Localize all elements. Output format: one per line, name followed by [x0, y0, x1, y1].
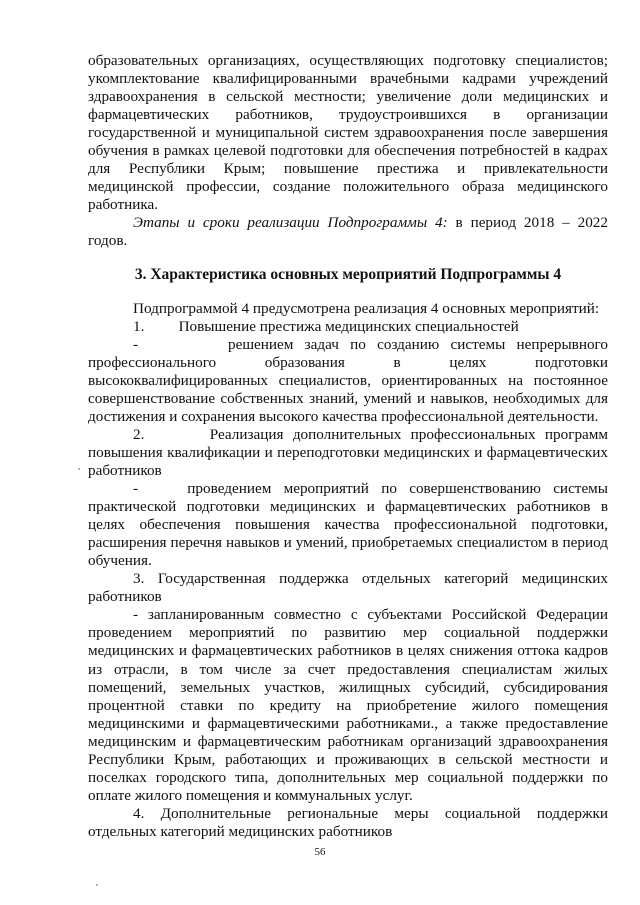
paragraph-stages — [88, 214, 608, 250]
item-3-title: 3. Государственная поддержка отдельных категорий медицинских работников — [88, 570, 608, 606]
item-1-body: - решением задач по созданию системы непрерывного профессионального образования в целях подготовки высококвалифицированных специалистов, ориентированных на постоянное совершенствование собственных знаний, умений и навыков, необходимых для достижения и сохранения высокого качества профессиональной деятельности. — [88, 335, 608, 425]
item-3-body: - запланированным совместно с субъектами Российской Федерации проведением мероприятий по развитию мер социальной поддержки медицинских и фармацевтических работников в целях снижения оттока кадров из отрасли, в том числе за счет предоставления специалистам жилых помещений, земельных участков, жилищных субсидий, субсидирования процентной ставки по кредиту на приобретение жилого помещения медицинскими и фармацевтическими работниками., а также предоставление медицинским и фармацевтическим работникам организаций здравоохранения Республики Крым, работающих и проживающих в сельской местности и поселках городского типа, дополнительных мер социальной поддержки по оплате жилого помещения и коммунальных услуг. — [88, 606, 608, 804]
item-2-title: 2. Реализация дополнительных профессиональных программ повышения квалификации и переподготовки медицинских и фармацевтических работников — [88, 425, 608, 479]
stages-label: Этапы и сроки реализации Подпрограммы 4: — [133, 214, 448, 232]
item-4-title: 4. Дополнительные региональные меры социальной поддержки отдельных категорий медицинских работников — [88, 804, 608, 840]
item-1-title: 1. Повышение престижа медицинских специальностей — [133, 317, 519, 335]
stages-text: в период 2018 – 2022 годов. — [88, 214, 608, 250]
page-number: 56 — [314, 846, 326, 858]
scan-artifact — [78, 468, 80, 470]
section-heading: 3. Характеристика основных мероприятий Подпрограммы 4 — [134, 265, 562, 283]
intro-paragraph: Подпрограммой 4 предусмотрена реализация 4 основных мероприятий: — [133, 299, 600, 317]
item-2-body: - проведением мероприятий по совершенствованию системы практической подготовки медицинских и фармацевтических работников в целях обеспечения повышения качества профессиональной подготовки, расширения перечня навыков и умений, приобретаемых специалистом в период обучения. — [88, 480, 608, 570]
paragraph-goals: образовательных организациях, осуществляющих подготовку специалистов; укомплектование квалифицированными врачебными кадрами учреждений здравоохранения в сельской местности; увеличение доли медицинских и фармацевтических работников, трудоустроившихся в организации государственной и муниципальной систем здравоохранения после завершения обучения в рамках целевой подготовки для обеспечения потребностей в кадрах для Республики Крым; повышение престижа и привлекательности медицинской профессии, создание положительного образа медицинского работника. — [88, 52, 608, 214]
document-page — [88, 52, 608, 841]
scan-artifact — [96, 884, 98, 886]
